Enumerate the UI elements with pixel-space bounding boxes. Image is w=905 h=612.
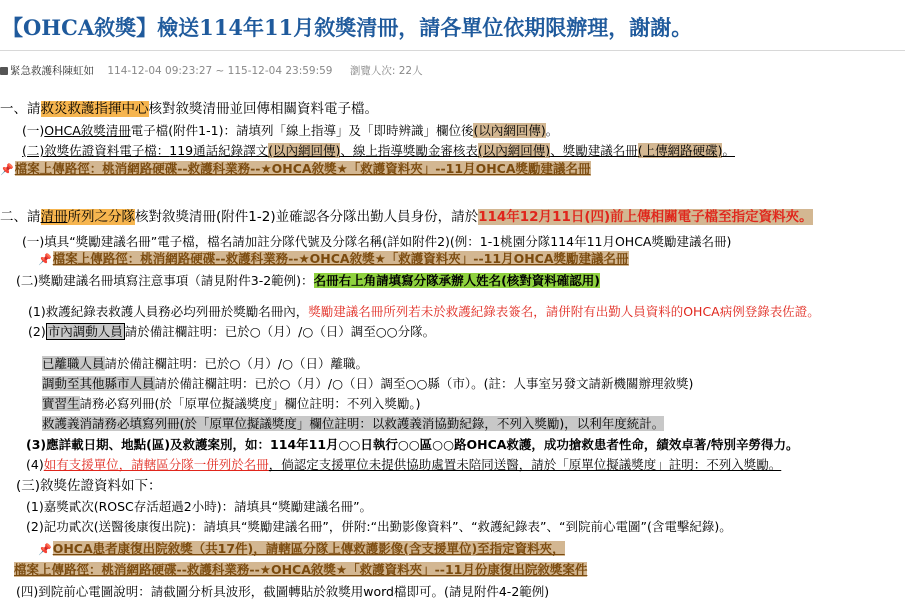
commendation-note-1: (1)嘉獎貳次(ROSC存活超過2小時)：請填具“獎勵建議名冊”。 [26, 499, 373, 514]
section-2-point-4: (4)如有支援單位，請轄區分隊一併列於名冊，倘認定支援單位未提供協助處置未陪同送醫，請於「原單位擬議獎度」註明：不列入獎勵。 [26, 457, 782, 472]
section-2-point-2: (2) 市內調動人員 請於備註欄註明：已於○（月）/○（日）調至○○分隊。 [28, 324, 436, 339]
section-2-point-3: (3)應詳載日期、地點(區)及救護案別，如：114年11月○○日執行○○區○○路OHCA救護，成功搶救患者性命，績效卓著/特別辛勞得力。 [26, 437, 799, 452]
section-2-item-3: (三)敘獎佐證資料如下： [16, 478, 162, 494]
commendation-note-2: (2)記功貳次(送醫後康復出院)：請填具“獎勵建議名冊”，併附:“出勤影像資料”、“救護紀錄表”、“到院前心電圖”(含電擊紀錄)。 [26, 519, 732, 534]
deadline-highlight: 114年12月11日(四)前上傳相關電子檔至指定資料夾。 [478, 209, 813, 225]
recovery-note: 📌OHCA患者康復出院敘獎（共17件)，請轄區分隊上傳救護影像(含支援單位)至指定資料夾， [38, 541, 565, 556]
contact-name-note: 名冊右上角請填寫分隊承辦人姓名(核對資料確認用) [313, 273, 600, 288]
section-1-upload-path: 📌檔案上傳路徑：桃消網路硬碟--救護科業務--★OHCA敘獎★「救護資料夾」--11月OHCA獎勵建議名冊 [0, 161, 591, 176]
section-2-item-2: (二)獎勵建議名冊填寫注意事項（請見附件3-2範例)：名冊右上角請填寫分隊承辦人姓名(核對資料確認用) [16, 273, 600, 288]
guidance-review-link[interactable]: 線上指導獎勵金審核表 [352, 143, 478, 158]
volunteer-note: 救護義消請務必填寫列冊(於「原單位擬議獎度」欄位註明：以救護義消協勤紀錄，不列入獎勵)，以利年度統計。 [42, 416, 665, 431]
section-2-heading: 二、請清冊所列之分隊核對敘獎清冊(附件1-2)並確認各分隊出勤人員身份，請於114年12月11日(四)前上傳相關電子檔至指定資料夾。 [0, 209, 813, 225]
dispatch-center-highlight: 救災救護指揮中心 [40, 101, 149, 117]
section-1-item-1: (一)OHCA敘獎清冊電子檔(附件1-1)：請填列「線上指導」及「即時辨識」欄位後(以內網回傳)。 [22, 123, 559, 138]
post-views: 瀏覽人次: 22人 [349, 65, 423, 77]
section-1-heading: 一、請救災救護指揮中心核對敘獎清冊並回傳相關資料電子檔。 [0, 101, 378, 117]
title-divider [0, 50, 905, 51]
recovery-upload-path: 檔案上傳路徑：桃消網路硬碟--救護科業務--★OHCA敘獎★「救護資料夾」--11月份康復出院敘獎案件 [14, 562, 588, 577]
transfer-out-note: 調動至其他縣市人員請於備註欄註明：已於○（月）/○（日）調至○○縣（市）。(註：人事室另發文請新機關辦理敘獎) [42, 376, 694, 391]
resigned-note: 已離職人員請於備註欄註明：已於○（月）/○（日）離職。 [42, 356, 369, 371]
section-1-item-2: (二)敘獎佐證資料電子檔：119通話紀錄譯文(以內網回傳)、線上指導獎勵金審核表(以內網回傳)、獎勵建議名冊(上傳網路硬碟)。 [22, 143, 735, 158]
post-time-range: 114-12-04 09:23:27 ~ 115-12-04 23:59:59 [107, 65, 333, 77]
ohca-list-link[interactable]: OHCA敘獎清冊 [44, 123, 131, 138]
call-transcript-link[interactable]: 119通話紀錄譯文 [169, 143, 269, 158]
section-2-item-1-path: 📌檔案上傳路徑：桃消網路硬碟--救護科業務--★OHCA敘獎★「救護資料夾」--11月OHCA獎勵建議名冊 [38, 251, 629, 266]
section-2-item-4: (四)到院前心電圖說明：請截圖分析具波形，截圖轉貼於敘獎用word檔即可。(請見附件4-2範例) [16, 584, 550, 599]
post-title: 【OHCA敘獎】檢送114年11月敘獎清冊，請各單位依期限辦理，謝謝。 [2, 15, 693, 40]
pin-icon: 📌 [38, 543, 52, 556]
pin-icon: 📌 [0, 163, 14, 176]
section-2-item-1: (一)填具“獎勵建議名冊”電子檔，檔名請加註分隊代號及分隊名稱(詳如附件2)(例：1-1桃園分隊114年11月OHCA獎勵建議名冊) [22, 234, 732, 249]
user-icon [0, 67, 8, 75]
post-meta [0, 63, 423, 78]
post-author[interactable]: 緊急救護科陳虹如 [10, 65, 94, 77]
section-2-point-1: (1)救護紀錄表救護人員務必均列冊於獎勵名冊內，獎勵建議名冊所列若未於救護紀錄表簽名，請併附有出勤人員資料的OHCA病例登錄表佐證。 [28, 304, 820, 319]
intern-note: 實習生請務必寫列冊(於「原單位擬議獎度」欄位註明：不列入獎勵。) [42, 396, 421, 411]
pin-icon: 📌 [38, 253, 52, 266]
